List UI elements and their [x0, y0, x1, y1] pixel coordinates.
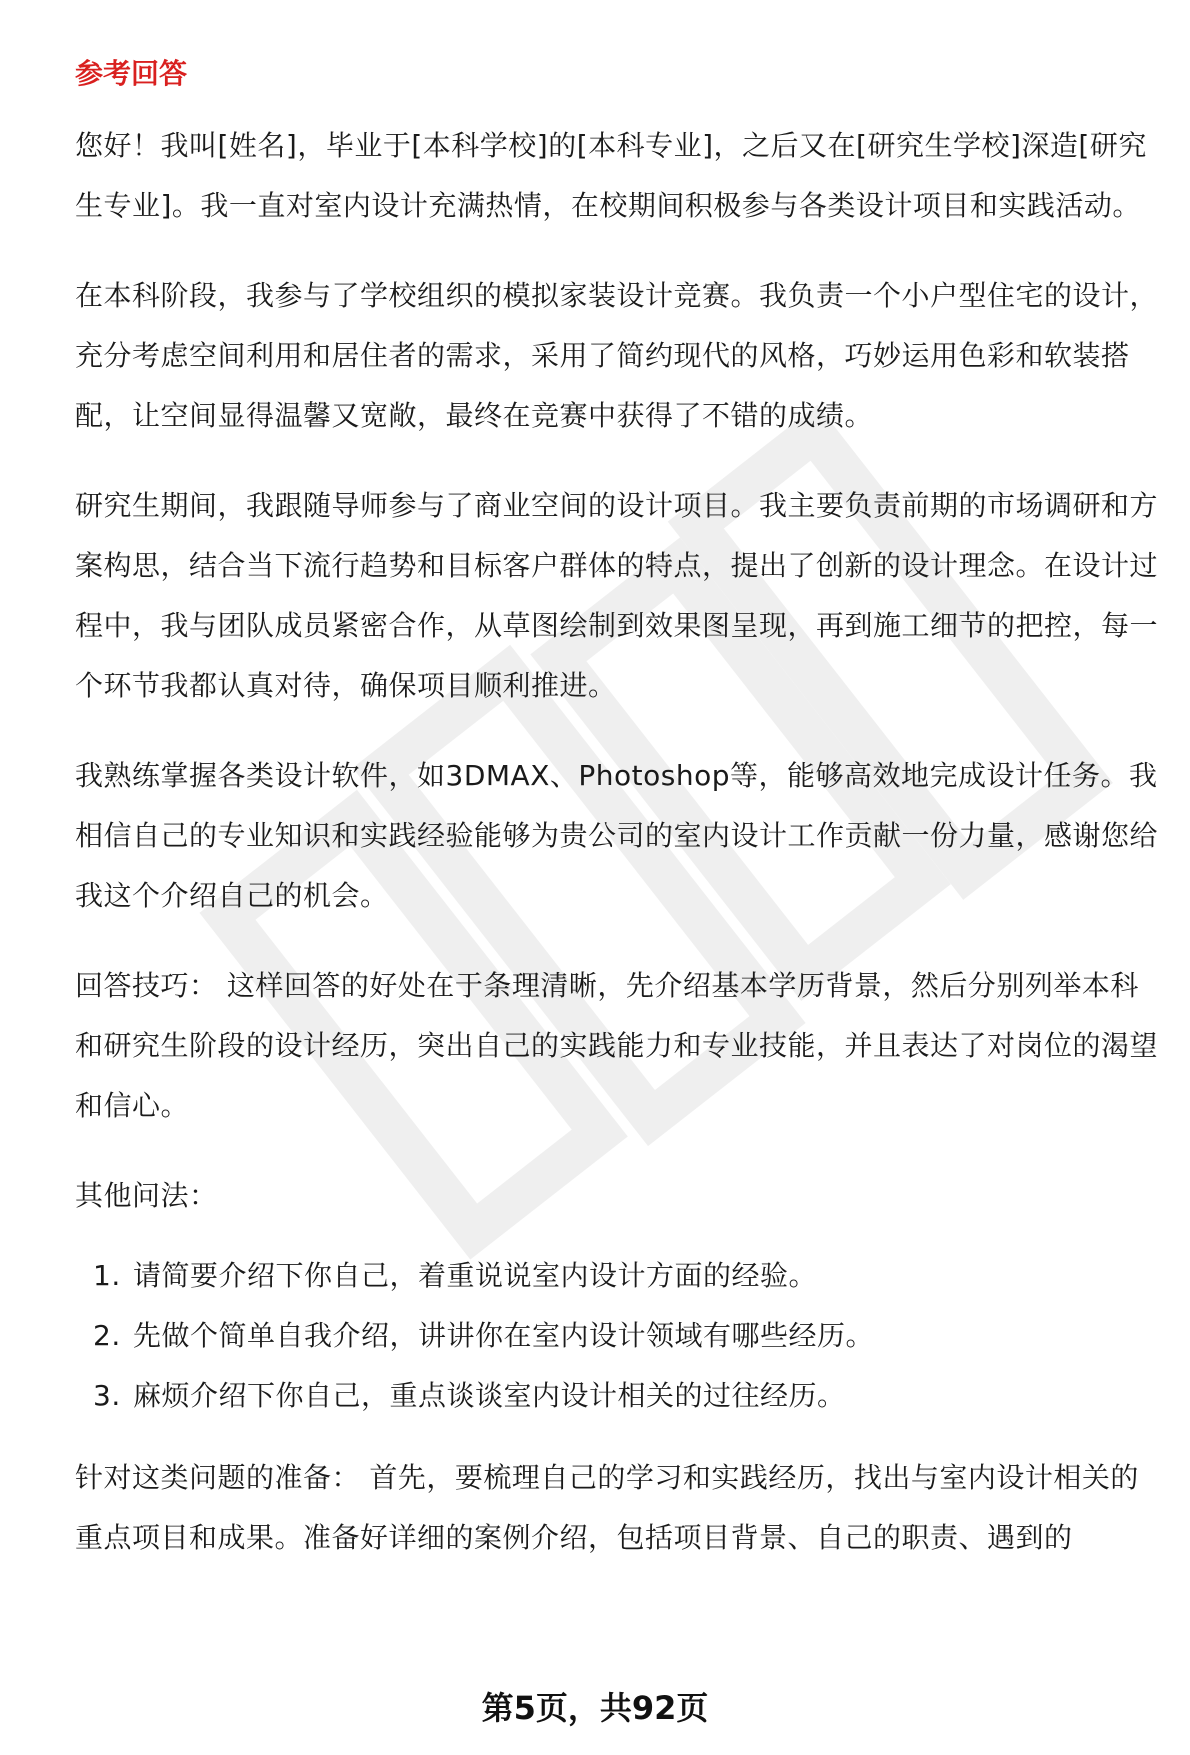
list-item	[93, 1306, 1165, 1366]
document-content	[75, 50, 1165, 1598]
list-item	[93, 1246, 1165, 1306]
list-item	[93, 1366, 1165, 1426]
list-item-number: 2.	[93, 1319, 121, 1352]
page-number-footer: 第5页，共92页	[481, 1689, 709, 1727]
answer-paragraph-skills: 我熟练掌握各类设计软件，如3DMAX、Photoshop等，能够高效地完成设计任务。我相信自己的专业知识和实践经验能够为贵公司的室内设计工作贡献一份力量，感谢您给我这个介绍自己的机会。	[75, 759, 1159, 912]
list-item-number: 3.	[93, 1379, 121, 1412]
answer-tips-paragraph: 回答技巧： 这样回答的好处在于条理清晰，先介绍基本学历背景，然后分别列举本科和研究生阶段的设计经历，突出自己的实践能力和专业技能，并且表达了对岗位的渴望和信心。	[75, 969, 1159, 1122]
preparation-paragraph: 针对这类问题的准备： 首先，要梳理自己的学习和实践经历，找出与室内设计相关的重点项目和成果。准备好详细的案例介绍，包括项目背景、自己的职责、遇到的	[75, 1461, 1139, 1554]
section-heading: 参考回答	[75, 57, 188, 90]
answer-paragraph-graduate: 研究生期间，我跟随导师参与了商业空间的设计项目。我主要负责前期的市场调研和方案构思，结合当下流行趋势和目标客户群体的特点，提出了创新的设计理念。在设计过程中，我与团队成员紧密合作，从草图绘制到效果图呈现，再到施工细节的把控，每一个环节我都认真对待，确保项目顺利推进。	[75, 489, 1159, 702]
answer-paragraph-undergrad: 在本科阶段，我参与了学校组织的模拟家装设计竞赛。我负责一个小户型住宅的设计，充分考虑空间利用和居住者的需求，采用了简约现代的风格，巧妙运用色彩和软装搭配，让空间显得温馨又宽敞，最终在竞赛中获得了不错的成绩。	[75, 279, 1159, 432]
other-questions-label: 其他问法：	[75, 1179, 218, 1212]
answer-paragraph-intro: 您好！我叫[姓名]，毕业于[本科学校]的[本科专业]，之后又在[研究生学校]深造[研究生专业]。我一直对室内设计充满热情，在校期间积极参与各类设计项目和实践活动。	[75, 129, 1147, 222]
list-item-text: 请简要介绍下你自己，着重说说室内设计方面的经验。	[133, 1259, 818, 1292]
list-item-text: 麻烦介绍下你自己，重点谈谈室内设计相关的过往经历。	[133, 1379, 846, 1412]
alternative-questions-list	[75, 1246, 1165, 1426]
list-item-number: 1.	[93, 1259, 121, 1292]
list-item-text: 先做个简单自我介绍，讲讲你在室内设计领域有哪些经历。	[133, 1319, 875, 1352]
